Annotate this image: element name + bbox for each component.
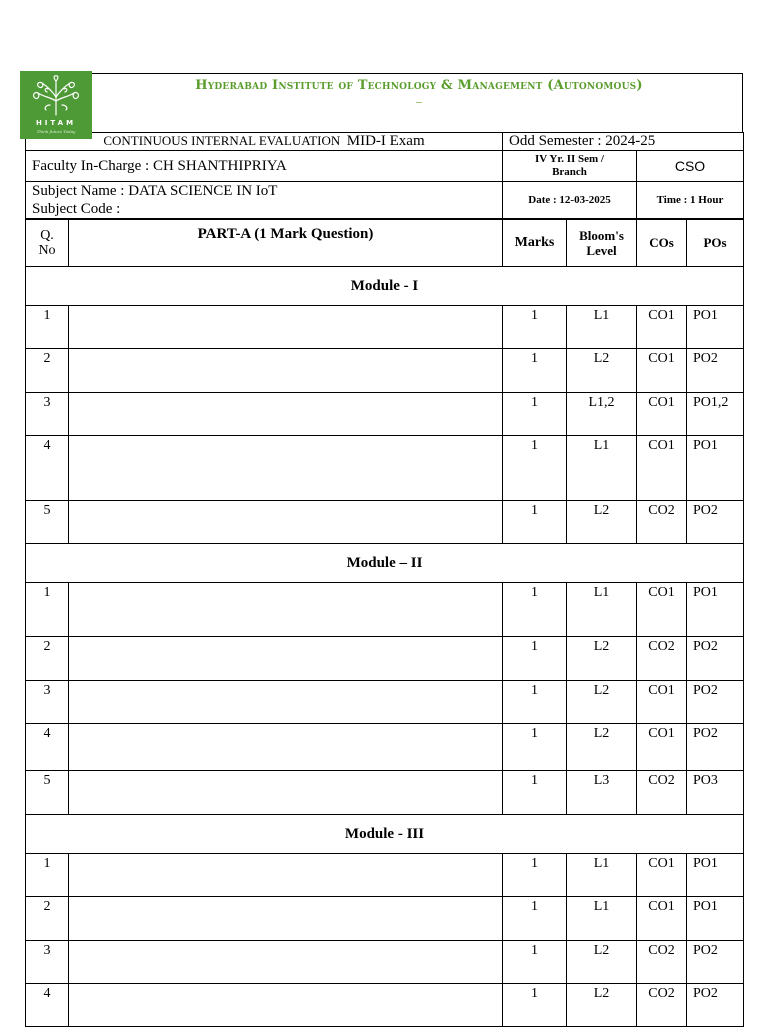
po-cell: PO1,2	[687, 393, 744, 436]
co-cell: CO2	[637, 501, 687, 544]
marks-cell: 1	[503, 501, 567, 544]
co-cell: CO1	[637, 349, 687, 393]
question-text	[69, 583, 503, 637]
po-cell: PO2	[687, 984, 744, 1027]
question-text	[69, 941, 503, 984]
po-cell: PO2	[687, 724, 744, 771]
qno-header	[26, 220, 69, 267]
year-line: IV Yr. II Sem /	[535, 153, 604, 165]
co-cell: CO2	[637, 771, 687, 815]
question-text	[69, 349, 503, 393]
blooms-header	[567, 220, 637, 267]
logo-tagline: Think future Today	[36, 129, 76, 134]
exam-date: Date : 12-03-2025	[503, 182, 637, 219]
blooms-level-cell: L2	[567, 501, 637, 544]
question-number: 3	[26, 393, 69, 436]
marks-cell: 1	[503, 436, 567, 501]
evaluation-cell	[26, 133, 503, 151]
po-cell: PO1	[687, 897, 744, 941]
subject-name: Subject Name : DATA SCIENCE IN IoT	[32, 183, 278, 199]
table-row	[26, 306, 744, 349]
co-cell: CO1	[637, 583, 687, 637]
subject-code: Subject Code :	[32, 201, 121, 217]
marks-cell: 1	[503, 306, 567, 349]
blooms-level-cell: L2	[567, 637, 637, 681]
faculty-in-charge: Faculty In-Charge : CH SHANTHIPRIYA	[26, 151, 503, 182]
part-header: PART-A (1 Mark Question)	[69, 220, 503, 267]
po-cell: PO1	[687, 306, 744, 349]
exam-name: MID-I Exam	[346, 133, 425, 149]
question-text	[69, 854, 503, 897]
question-number: 2	[26, 349, 69, 393]
blooms-level-cell: L2	[567, 724, 637, 771]
po-cell: PO3	[687, 771, 744, 815]
question-number: 5	[26, 771, 69, 815]
po-cell: PO1	[687, 854, 744, 897]
question-text	[69, 724, 503, 771]
co-cell: CO2	[637, 941, 687, 984]
qno-header-line2: No	[38, 243, 56, 258]
question-number: 3	[26, 681, 69, 724]
table-row	[26, 854, 744, 897]
semester: Odd Semester : 2024-25	[503, 133, 744, 151]
co-cell: CO1	[637, 306, 687, 349]
co-cell: CO2	[637, 637, 687, 681]
co-cell: CO1	[637, 724, 687, 771]
question-text	[69, 771, 503, 815]
marks-cell: 1	[503, 984, 567, 1027]
table-row	[26, 681, 744, 724]
evaluation-label: CONTINUOUS INTERNAL EVALUATION	[103, 133, 341, 148]
title-dash: –	[416, 94, 422, 108]
exam-time: Time : 1 Hour	[637, 182, 744, 219]
po-cell: PO2	[687, 941, 744, 984]
branch-label: Branch	[552, 166, 587, 178]
blooms-level-cell: L1	[567, 897, 637, 941]
question-number: 1	[26, 306, 69, 349]
paper-header	[25, 73, 743, 132]
question-number: 5	[26, 501, 69, 544]
table-row	[26, 393, 744, 436]
question-number: 2	[26, 897, 69, 941]
po-cell: PO2	[687, 501, 744, 544]
question-paper	[25, 73, 743, 1027]
marks-cell: 1	[503, 583, 567, 637]
question-text	[69, 393, 503, 436]
blooms-level-cell: L1,2	[567, 393, 637, 436]
question-text	[69, 681, 503, 724]
co-cell: CO2	[637, 984, 687, 1027]
question-number: 2	[26, 637, 69, 681]
po-cell: PO2	[687, 637, 744, 681]
blooms-header-line1: Bloom's	[579, 228, 624, 243]
module-row	[26, 815, 744, 854]
branch-value: CSO	[637, 151, 744, 182]
question-text	[69, 436, 503, 501]
marks-header: Marks	[503, 220, 567, 267]
blooms-header-line2: Level	[586, 243, 617, 258]
table-row	[26, 637, 744, 681]
co-cell: CO1	[637, 681, 687, 724]
co-cell: CO1	[637, 854, 687, 897]
po-cell: PO2	[687, 349, 744, 393]
question-text	[69, 637, 503, 681]
co-cell: CO1	[637, 897, 687, 941]
table-row	[26, 583, 744, 637]
po-cell: PO1	[687, 436, 744, 501]
marks-cell: 1	[503, 393, 567, 436]
question-number: 3	[26, 941, 69, 984]
table-row	[26, 941, 744, 984]
institute-title: Hyderabad Institute of Technology & Management (Autonomous)	[195, 78, 643, 93]
co-cell: CO1	[637, 436, 687, 501]
table-row	[26, 724, 744, 771]
questions-table	[25, 219, 744, 1027]
pos-header: POs	[687, 220, 744, 267]
question-text	[69, 501, 503, 544]
question-number: 4	[26, 436, 69, 501]
module-row	[26, 544, 744, 583]
question-number: 4	[26, 724, 69, 771]
blooms-level-cell: L1	[567, 306, 637, 349]
blooms-level-cell: L2	[567, 349, 637, 393]
blooms-level-cell: L2	[567, 984, 637, 1027]
marks-cell: 1	[503, 637, 567, 681]
blooms-level-cell: L1	[567, 854, 637, 897]
question-number: 1	[26, 583, 69, 637]
tree-logo-icon	[20, 71, 92, 117]
module-title: Module – II	[26, 544, 744, 583]
marks-cell: 1	[503, 771, 567, 815]
institute-logo	[20, 71, 92, 139]
marks-cell: 1	[503, 941, 567, 984]
logo-text: HITAM	[35, 119, 77, 127]
blooms-level-cell: L1	[567, 583, 637, 637]
subject-cell	[26, 182, 503, 219]
module-title: Module - I	[26, 267, 744, 306]
question-text	[69, 984, 503, 1027]
question-text	[69, 306, 503, 349]
table-row	[26, 436, 744, 501]
marks-cell: 1	[503, 854, 567, 897]
po-cell: PO1	[687, 583, 744, 637]
cos-header: COs	[637, 220, 687, 267]
question-number: 1	[26, 854, 69, 897]
exam-info-table	[25, 132, 744, 219]
co-cell: CO1	[637, 393, 687, 436]
blooms-level-cell: L1	[567, 436, 637, 501]
table-row	[26, 349, 744, 393]
marks-cell: 1	[503, 897, 567, 941]
module-title: Module - III	[26, 815, 744, 854]
table-row	[26, 897, 744, 941]
marks-cell: 1	[503, 724, 567, 771]
blooms-level-cell: L2	[567, 941, 637, 984]
table-row	[26, 771, 744, 815]
table-row	[26, 984, 744, 1027]
blooms-level-cell: L2	[567, 681, 637, 724]
question-text	[69, 897, 503, 941]
blooms-level-cell: L3	[567, 771, 637, 815]
question-number: 4	[26, 984, 69, 1027]
year-branch-cell	[503, 151, 637, 182]
marks-cell: 1	[503, 681, 567, 724]
table-header-row	[26, 220, 744, 267]
marks-cell: 1	[503, 349, 567, 393]
qno-header-line1: Q.	[40, 228, 54, 243]
module-row	[26, 267, 744, 306]
table-row	[26, 501, 744, 544]
po-cell: PO2	[687, 681, 744, 724]
